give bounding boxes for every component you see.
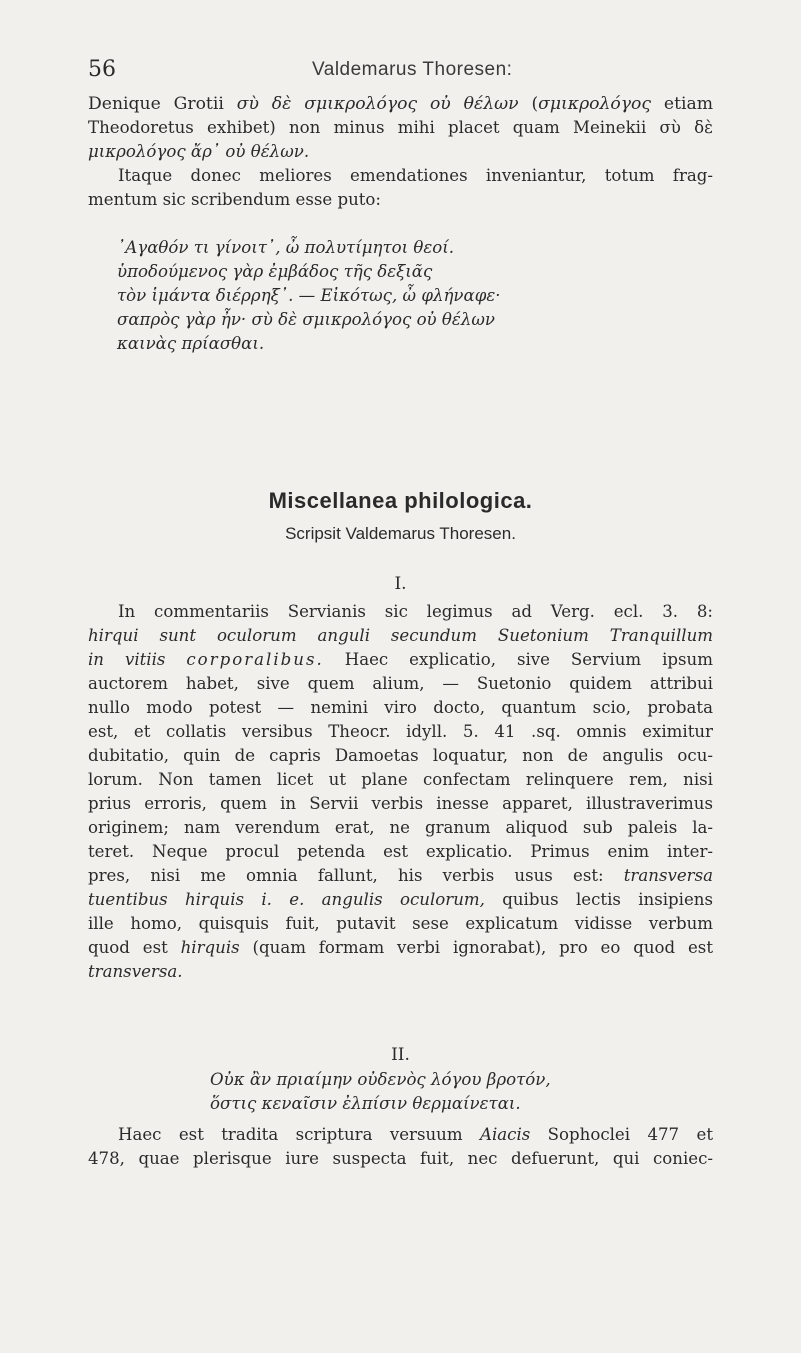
section-numeral: I. [394, 574, 407, 594]
text-line: prius erroris, quem in Servii verbis inesse apparet, illustraverimus [88, 794, 713, 813]
text-line: In commentariis Servianis sic legimus ad Verg. ecl. 3. 8: [118, 602, 713, 621]
text-line: originem; nam verendum erat, ne granum aliquod sub paleis la- [88, 818, 713, 837]
text-line: μικρολόγος ἄρ᾿ οὐ θέλων. [88, 142, 310, 161]
verse-line: ᾿Αγαθόν τι γίνοιτ᾿, ὦ πολυτίμητοι θεοί. [117, 238, 455, 257]
text-line: teret. Neque procul petenda est explicatio. Primus enim inter- [88, 842, 713, 861]
verse-line: τὸν ἱμάντα διέρρηξ᾿. — Εἰκότως, ὦ φλήναφε· [117, 286, 501, 305]
page-header [88, 57, 708, 87]
verse-line: ὑποδούμενος γὰρ ἐμβάδος τῆς δεξιᾶς [117, 262, 433, 281]
verse-line: ὅστις κεναῖσιν ἐλπίσιν θερμαίνεται. [210, 1094, 521, 1113]
text-line: nullo modo potest — nemini viro docto, quantum scio, probata [88, 698, 713, 717]
byline: Scripsit Valdemarus Thoresen. [285, 524, 516, 543]
text-line: Haec est tradita scriptura versuum Aiacis Sophoclei 477 et [118, 1125, 713, 1144]
text-line: tuentibus hirquis i. e. angulis oculorum, quibus lectis insipiens [88, 890, 713, 909]
text-line: transversa. [88, 962, 183, 981]
text-line: pres, nisi me omnia fallunt, his verbis usus est: transversa [88, 866, 713, 885]
text-line: Denique Grotii σὺ δὲ σμικρολόγος οὐ θέλων (σμικρολόγος etiam [88, 94, 714, 114]
intro-paragraph [88, 92, 713, 212]
section-heading [88, 486, 713, 546]
text-line: Itaque donec meliores emendationes inveniantur, totum frag- [118, 166, 713, 185]
greek-verses [117, 236, 677, 356]
text-line: mentum sic scribendum esse puto: [88, 190, 381, 209]
text-line: 478, quae plerisque iure suspecta fuit, nec defuerunt, qui coniec- [88, 1149, 713, 1168]
text-line: est, et collatis versibus Theocr. idyll. 5. 41 .sq. omnis eximitur [88, 722, 713, 741]
verse-line: Οὐκ ἂν πριαίμην οὐδενὸς λόγου βροτόν, [210, 1070, 551, 1089]
text-line: ille homo, quisquis fuit, putavit sese explicatum vidisse verbum [88, 914, 713, 933]
page-number: 56 [88, 57, 116, 82]
text-line: dubitatio, quin de capris Damoetas loquatur, non de angulis ocu- [88, 746, 713, 765]
text-line: quod est hirquis (quam formam verbi ignorabat), pro eo quod est [88, 938, 713, 957]
section-numeral: II. [391, 1045, 410, 1065]
text-line: Theodoretus exhibet) non minus mihi placet quam Meinekii σὺ δὲ [88, 118, 713, 137]
text-line: lorum. Non tamen licet ut plane confectam relinquere rem, nisi [88, 770, 713, 789]
greek-verses [210, 1068, 690, 1116]
paragraph-two [88, 1123, 713, 1171]
text-line: auctorem habet, sive quem alium, — Suetonio quidem attribui [88, 674, 713, 693]
text-line: hirqui sunt oculorum anguli secundum Suetonium Tranquillum [88, 626, 713, 645]
running-head: Valdemarus Thoresen: [312, 59, 513, 80]
text-line: in vitiis corporalibus. Haec explicatio, sive Servium ipsum [88, 650, 713, 669]
paragraph-one [88, 600, 713, 984]
section-title: Miscellanea philologica. [268, 488, 533, 513]
verse-line: σαπρὸς γὰρ ἦν· σὺ δὲ σμικρολόγος οὐ θέλων [117, 310, 495, 329]
verse-line: καινὰς πρίασθαι. [117, 334, 265, 353]
